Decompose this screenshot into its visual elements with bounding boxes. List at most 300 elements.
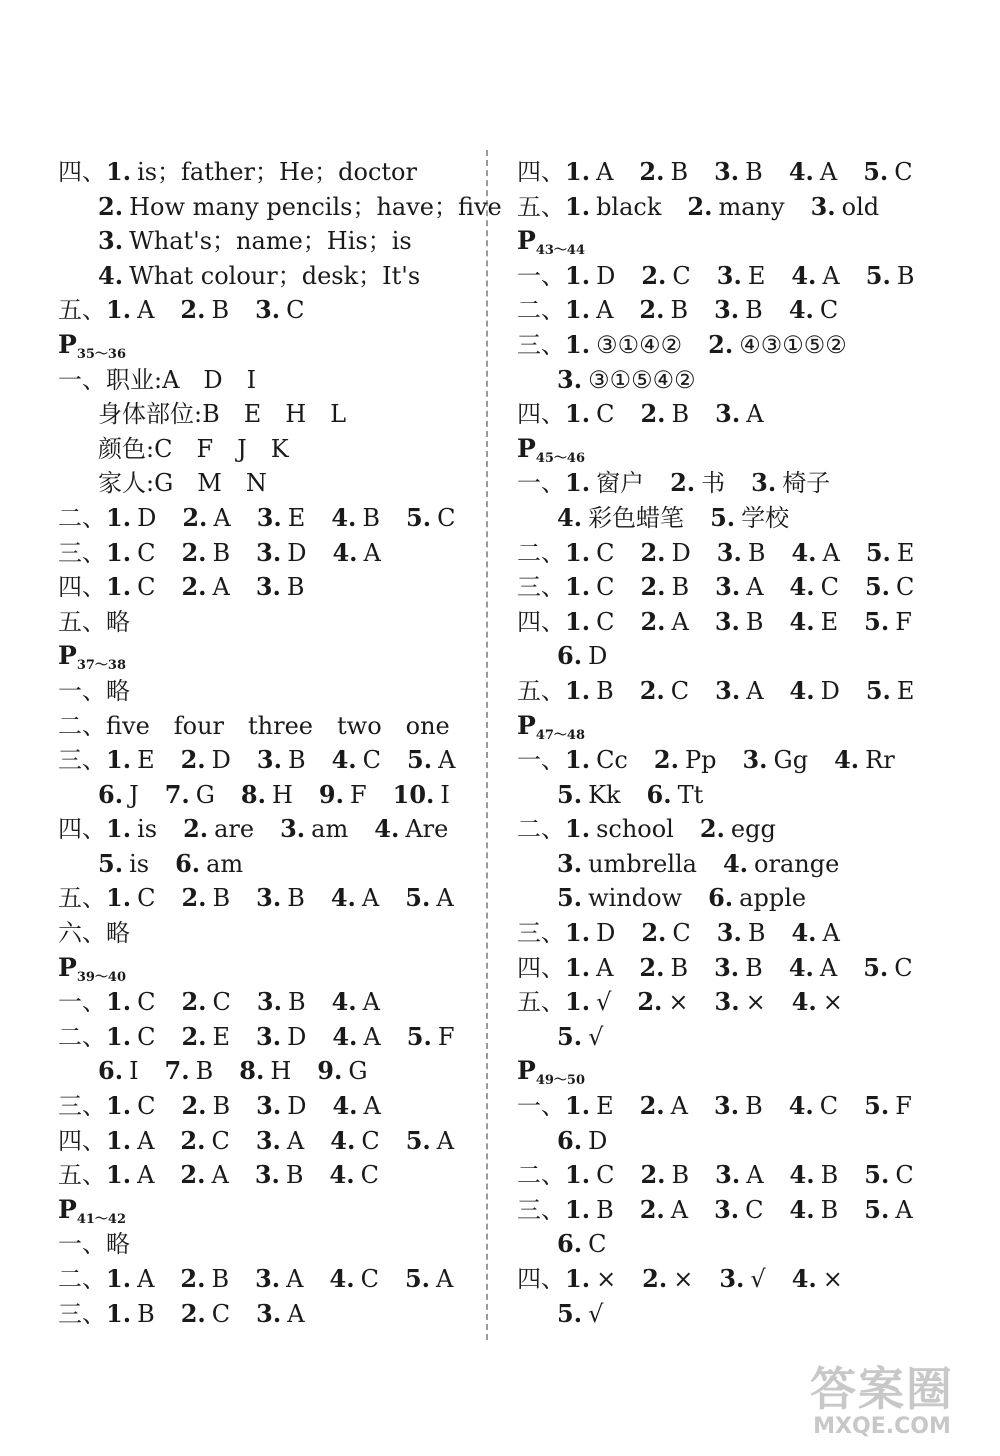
answer-line [58, 674, 478, 709]
answer-item [710, 501, 789, 536]
item-number: 4. [789, 1194, 815, 1224]
answer-item [393, 778, 450, 813]
item-answer: A [670, 1092, 688, 1121]
answer-item [106, 812, 157, 847]
item-number: 2. [98, 191, 124, 221]
answer-text: 身体部位:B E H L [98, 400, 347, 429]
answer-item [565, 605, 614, 640]
item-number: 9. [317, 1056, 343, 1086]
item-number: 3. [256, 502, 282, 532]
item-number: 1. [106, 1160, 132, 1190]
item-number: 4. [788, 952, 814, 982]
answer-item [791, 916, 839, 951]
item-number: 1. [106, 502, 132, 532]
answer-item [256, 1297, 304, 1332]
item-number: 1. [565, 606, 591, 636]
answer-item [715, 605, 764, 640]
answer-item [864, 1089, 912, 1124]
answer-item [717, 536, 766, 571]
item-number: 5. [557, 1298, 583, 1328]
answer-item [565, 812, 674, 847]
item-number: 4. [331, 502, 357, 532]
item-answer: E [287, 503, 306, 532]
item-number: 1. [565, 1194, 591, 1224]
answer-item [715, 674, 763, 709]
answer-item [98, 847, 149, 882]
answer-line [58, 1262, 478, 1297]
answer-item [175, 847, 243, 882]
page-range-heading [517, 709, 937, 744]
answer-line [58, 881, 478, 916]
item-answer: Gg [773, 746, 809, 775]
answer-item [330, 1124, 379, 1159]
answer-item [256, 881, 305, 916]
answer-item [255, 293, 304, 328]
answer-item [565, 674, 614, 709]
item-number: 3. [714, 1194, 740, 1224]
item-answer: A [671, 607, 689, 636]
answer-item [181, 1297, 230, 1332]
answer-item [180, 1158, 228, 1193]
item-number: 2. [639, 295, 665, 325]
answer-line [517, 328, 937, 363]
answer-item [715, 570, 763, 605]
item-answer: old [841, 192, 880, 221]
answer-item [256, 1020, 306, 1055]
item-answer: C [596, 538, 615, 567]
answer-line [58, 536, 478, 571]
answer-item [557, 847, 697, 882]
item-answer: √ [588, 1299, 604, 1328]
answer-item [639, 155, 688, 190]
answer-item [182, 501, 230, 536]
item-answer: C [819, 296, 839, 325]
item-answer: C [362, 746, 382, 775]
item-number: 2. [640, 572, 666, 602]
item-number: 4. [374, 814, 400, 844]
item-number: 3. [751, 468, 777, 498]
section-number: 五、 [517, 676, 565, 705]
answer-item [332, 1089, 380, 1124]
item-answer: C [596, 573, 615, 602]
answer-item [106, 1089, 155, 1124]
item-number: 3. [715, 399, 741, 429]
item-answer: A [436, 884, 454, 913]
answer-item [719, 1262, 765, 1297]
answer-item [789, 1089, 838, 1124]
item-answer: What colour；desk；It's [129, 261, 421, 290]
item-number: 4. [791, 987, 817, 1017]
item-answer: A [819, 158, 838, 186]
item-number: 2. [637, 987, 663, 1017]
answer-item [106, 1020, 155, 1055]
item-number: 1. [106, 814, 132, 844]
answer-item [332, 985, 380, 1020]
answer-text: 略 [106, 676, 130, 705]
item-number: 2. [639, 952, 665, 982]
item-answer: is [137, 815, 158, 844]
item-answer: A [362, 988, 380, 1017]
item-number: 5. [407, 745, 433, 775]
answer-item [183, 812, 254, 847]
answer-item [565, 328, 682, 363]
section-number: 四、 [58, 158, 106, 186]
answer-item [717, 259, 766, 294]
answer-item [256, 536, 306, 571]
answer-line [517, 1089, 937, 1124]
item-answer: window [588, 884, 683, 913]
item-number: 3. [256, 745, 282, 775]
answer-line [517, 985, 937, 1020]
item-answer: × [822, 1265, 843, 1293]
item-answer: umbrella [588, 849, 697, 878]
page-letter: P [517, 226, 536, 256]
section-number: 四、 [517, 400, 565, 429]
answer-item [98, 190, 502, 225]
item-answer: J [129, 780, 139, 809]
answer-item [565, 1089, 614, 1124]
item-answer: D [211, 746, 231, 775]
answer-item [642, 1262, 693, 1297]
answer-item [834, 743, 895, 778]
item-number: 3. [255, 1264, 281, 1293]
answer-item [708, 328, 847, 363]
item-answer: C [596, 1161, 615, 1190]
item-number: 6. [557, 1229, 583, 1259]
answer-item [317, 1054, 367, 1089]
item-number: 6. [175, 848, 201, 878]
answer-item [565, 985, 611, 1020]
answer-line [517, 916, 937, 951]
item-answer: Kk [588, 780, 621, 809]
page-range: 49～50 [535, 1073, 585, 1089]
answer-item [557, 1297, 603, 1332]
item-number: 2. [181, 572, 207, 602]
answer-line [58, 293, 478, 328]
item-number: 3. [810, 191, 836, 221]
item-answer: A [363, 1092, 381, 1121]
section-number: 四、 [517, 158, 565, 186]
answer-text: five four three two one [106, 711, 450, 740]
section-number: 四、 [58, 573, 106, 602]
answer-item [866, 536, 915, 571]
item-number: 7. [164, 1056, 190, 1086]
item-answer: B [195, 1057, 214, 1086]
answer-line [58, 1089, 478, 1124]
item-answer: B [287, 884, 305, 913]
item-number: 1. [106, 572, 132, 602]
item-answer: D [287, 1092, 307, 1121]
item-number: 6. [98, 779, 124, 809]
item-answer: E [896, 538, 915, 567]
answer-item [565, 536, 614, 571]
item-answer: many [718, 192, 785, 221]
item-answer: 彩色蜡笔 [588, 503, 685, 532]
item-answer: C [437, 503, 456, 532]
answer-line [58, 1227, 478, 1262]
item-number: 2. [641, 918, 667, 948]
item-answer: B [745, 296, 763, 325]
answer-item [792, 1262, 843, 1297]
item-answer: B [671, 1161, 690, 1190]
item-answer: Cc [596, 746, 628, 775]
item-answer: √ [588, 1022, 604, 1051]
item-number: 2. [639, 1091, 665, 1121]
answer-item [742, 743, 808, 778]
answer-item [241, 778, 293, 813]
answer-line [58, 1054, 478, 1089]
answer-line [58, 432, 478, 467]
answer-item [640, 536, 690, 571]
item-number: 8. [240, 779, 266, 809]
item-number: 2. [180, 1298, 206, 1328]
item-number: 1. [565, 987, 591, 1017]
answer-item [181, 1089, 230, 1124]
item-number: 5. [557, 779, 583, 809]
answer-item [257, 501, 306, 536]
item-number: 2. [180, 745, 206, 775]
item-answer: ④③①⑤② [739, 330, 847, 359]
answer-item [640, 1193, 688, 1228]
item-number: 1. [106, 295, 132, 325]
answer-line [58, 778, 478, 813]
item-answer: C [211, 1299, 231, 1328]
answer-line [517, 847, 937, 882]
item-number: 4. [331, 987, 357, 1017]
item-number: 5. [710, 502, 736, 532]
page-letter: P [517, 433, 536, 463]
item-answer: B [287, 746, 306, 775]
item-number: 2. [182, 502, 208, 532]
item-answer: C [360, 1265, 379, 1293]
answer-item [106, 155, 417, 190]
answer-item [863, 155, 912, 190]
item-answer: × [745, 988, 766, 1017]
answer-line [517, 1193, 937, 1228]
answer-line [517, 778, 937, 813]
answer-item [717, 916, 766, 951]
item-answer: E [747, 261, 766, 290]
item-answer: B [745, 1092, 763, 1121]
answer-item [792, 985, 843, 1020]
answer-item [374, 812, 448, 847]
item-number: 4. [789, 606, 815, 636]
item-number: 3. [256, 1021, 282, 1051]
item-number: 2. [640, 399, 666, 429]
item-number: 5. [863, 157, 889, 186]
answer-item [257, 985, 306, 1020]
answer-item [106, 293, 154, 328]
answer-item [255, 1158, 304, 1193]
answer-line [58, 259, 478, 294]
item-answer: B [362, 503, 381, 532]
watermark-url: MXQE.COM [813, 1414, 951, 1439]
item-answer: A [895, 1195, 913, 1224]
page-range: 47～48 [535, 727, 585, 743]
item-answer: Are [405, 815, 449, 844]
item-number: 1. [106, 745, 132, 775]
item-answer: is；father；He；doctor [137, 158, 417, 186]
answer-item [565, 293, 613, 328]
item-answer: ③①④② [596, 330, 683, 359]
item-number: 1. [565, 399, 591, 429]
item-number: 8. [239, 1056, 265, 1086]
answer-line [517, 1227, 937, 1262]
item-number: 3. [256, 883, 282, 913]
item-number: 2. [181, 1021, 207, 1051]
section-number: 五、 [517, 192, 565, 221]
answer-item [640, 1158, 689, 1193]
item-number: 3. [715, 572, 741, 602]
item-answer: E [596, 1092, 614, 1121]
answer-item [331, 501, 380, 536]
item-number: 2. [181, 537, 207, 567]
item-number: 4. [98, 260, 124, 290]
item-answer: A [212, 573, 230, 602]
page-letter: P [58, 329, 77, 359]
section-number: 三、 [517, 919, 565, 948]
answer-item [639, 951, 688, 986]
item-answer: C [895, 1161, 914, 1190]
answer-line [58, 709, 478, 744]
item-number: 4. [722, 848, 749, 878]
item-answer: C [894, 158, 913, 186]
answer-line [517, 259, 937, 294]
answer-item [106, 570, 155, 605]
answer-item [98, 224, 412, 259]
item-number: 3. [714, 1091, 740, 1121]
answer-text: 颜色:C F J K [98, 434, 289, 463]
item-answer: A [286, 1126, 305, 1155]
item-answer: B [596, 1195, 614, 1224]
item-number: 4. [791, 1264, 817, 1293]
item-answer: A [746, 676, 764, 705]
item-answer: C [137, 573, 156, 602]
page-range: 39～40 [76, 969, 126, 985]
answer-item [406, 1124, 454, 1159]
item-number: 2. [181, 987, 207, 1017]
answer-item [791, 536, 839, 571]
item-answer: 学校 [741, 503, 790, 532]
item-number: 2. [183, 814, 209, 844]
item-number: 2. [642, 1264, 668, 1293]
item-answer: D [287, 538, 307, 567]
item-answer: C [588, 1230, 607, 1259]
item-answer: √ [596, 988, 612, 1017]
section-number: 二、 [58, 711, 106, 740]
item-number: 1. [565, 1264, 591, 1293]
item-answer: A [438, 746, 456, 775]
item-answer: A [596, 158, 614, 186]
answer-item [406, 501, 455, 536]
item-number: 2. [641, 260, 667, 290]
answer-item [715, 985, 766, 1020]
page-range-heading [517, 224, 937, 259]
section-number: 三、 [58, 1299, 106, 1328]
answer-line [58, 1020, 478, 1055]
item-answer: B [745, 607, 764, 636]
answer-line [58, 397, 478, 432]
item-number: 5. [864, 1091, 890, 1121]
item-number: 1. [106, 157, 132, 186]
answer-item [714, 293, 763, 328]
item-number: 2. [639, 157, 665, 186]
item-answer: C [672, 261, 691, 290]
answer-item [557, 881, 682, 916]
item-answer: I [440, 780, 450, 809]
answer-item [751, 466, 830, 501]
answer-item [557, 1227, 606, 1262]
answer-item [165, 778, 215, 813]
item-answer: Pp [684, 746, 717, 775]
answer-item [791, 259, 839, 294]
item-answer: B [747, 919, 766, 948]
answer-line [58, 155, 478, 190]
section-number: 三、 [58, 746, 106, 775]
item-number: 2. [640, 606, 666, 636]
answer-text: 家人:G M N [98, 469, 267, 498]
answer-line [58, 190, 502, 225]
left-column [58, 155, 502, 1331]
item-answer: B [137, 1299, 155, 1328]
page-letter: P [58, 641, 77, 671]
answer-item [715, 1158, 763, 1193]
section-number: 二、 [58, 1022, 106, 1051]
answer-line [58, 605, 478, 640]
item-answer: H [270, 1057, 292, 1086]
watermark [792, 1364, 972, 1444]
item-answer: A [137, 1126, 155, 1155]
item-number: 2. [687, 191, 713, 221]
answer-line [517, 1262, 937, 1297]
item-answer: am [206, 849, 244, 878]
answer-item [181, 881, 230, 916]
answer-item [256, 1089, 306, 1124]
item-answer: B [212, 538, 231, 567]
item-answer: × [673, 1265, 694, 1293]
item-answer: B [212, 884, 231, 913]
item-number: 1. [106, 537, 132, 567]
item-number: 1. [565, 572, 591, 602]
item-number: 6. [646, 779, 672, 809]
answer-item [790, 1158, 839, 1193]
item-answer: A [596, 953, 614, 982]
item-number: 5. [865, 537, 891, 567]
section-number: 四、 [517, 607, 565, 636]
item-answer: C [137, 988, 156, 1017]
answer-item [565, 466, 644, 501]
page-range: 41～42 [76, 1211, 126, 1227]
answer-item [180, 293, 229, 328]
answer-item [106, 1124, 154, 1159]
item-answer: egg [730, 815, 776, 844]
item-number: 5. [557, 883, 583, 913]
section-number: 六、 [58, 919, 106, 948]
answer-item [640, 674, 689, 709]
item-answer: A [596, 296, 614, 325]
item-answer: C [137, 1092, 156, 1121]
answer-item [864, 605, 912, 640]
item-number: 1. [565, 157, 591, 186]
page-range: 45～46 [535, 450, 585, 466]
answer-item [864, 1158, 913, 1193]
item-number: 1. [565, 675, 591, 705]
answer-item [239, 1054, 291, 1089]
item-answer: G [348, 1057, 368, 1086]
answer-line [517, 536, 937, 571]
item-answer: C [211, 1126, 230, 1155]
item-number: 6. [708, 883, 734, 913]
